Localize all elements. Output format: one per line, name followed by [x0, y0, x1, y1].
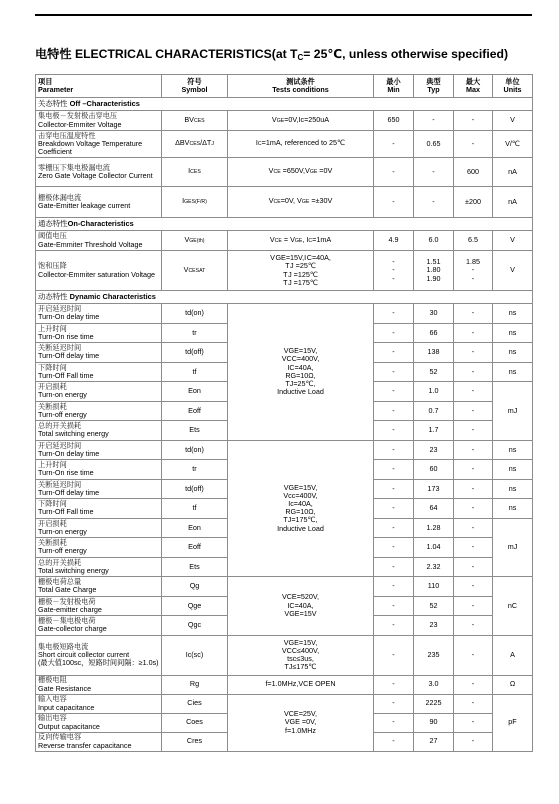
table-row: 开启延迟时间 Turn-On delay time td(on) VGE=15V, Vcc=400V, Ic=40A, RG=10Ω, TJ=175℃, Inductive Load - 23 - ns	[36, 440, 533, 460]
table-row: 反向传输电容 Reverse transfer capacitance Cres - 27 -	[36, 732, 533, 751]
header-typ: 典型 Typ	[414, 75, 454, 98]
gate-conditions: VCE=520V, IC=40A, VGE=15V	[228, 577, 374, 636]
table-row: 开启延迟时间 Turn-On delay time td(on) VGE=15V, VCC=400V, IC=40A, RG=10Ω, TJ=25℃, Inductive Load - 30 - ns	[36, 304, 533, 324]
table-row: 集电极短路电流 Short circuit collector current (最大值100sc，短路时间间隔：≥1.0s) Ic(sc) VGE=15V, VCC≤400V, tsc≤3us, TJ≤175℃ - 235 - A	[36, 635, 533, 675]
table-row: 零栅压下集电极漏电流 Zero Gate Voltage Collector Current ICES VCE =650V,VGE =0V - - 600 nA	[36, 158, 533, 187]
table-row: 击穿电压温度特性 Breakdown Voltage Temperature Coefficient ΔBVCES/ΔTJ IC=1mA, referenced to 25℃ - 0.65 - V/℃	[36, 131, 533, 158]
symbol-cell: VCESAT	[162, 251, 228, 291]
table-row: 输入电容 Input capacitance Cies VCE=25V, VGE =0V, f=1.0MHz - 2225 - pF	[36, 694, 533, 713]
section-on: 通态特性On-Characteristics	[36, 218, 533, 231]
table-row: 总的开关损耗 Total switching energy Ets - 2.32 -	[36, 557, 533, 577]
table-row: 下降时间 Turn-Off Fall time tf - 52 - ns	[36, 362, 533, 382]
table-row: 栅极－发射极电荷 Gate-emitter charge Qge - 52 -	[36, 596, 533, 616]
table-row: 栅极－集电极电荷 Gate-collector charge Qgc - 23 -	[36, 616, 533, 636]
header-min: 最小 Min	[374, 75, 414, 98]
table-row: 关断延迟时间 Turn-Off delay time td(off) - 138 - ns	[36, 343, 533, 363]
section-off: 关态特性 Off –Characteristics	[36, 98, 533, 111]
title-post: = 25℃, unless otherwise specified)	[303, 47, 509, 61]
page-title	[35, 45, 535, 62]
symbol-cell: IGES(F/R)	[162, 187, 228, 218]
table-row: 集电极－发射极击穿电压 Collector-Emmiter Voltage BVCES VGE=0V,Ic=250uA 650 - - V	[36, 111, 533, 131]
dyn175-conditions: VGE=15V, Vcc=400V, Ic=40A, RG=10Ω, TJ=175℃, Inductive Load	[228, 440, 374, 577]
header-row	[36, 75, 533, 98]
section-dynamic: 动态特性 Dynamic Characteristics	[36, 291, 533, 304]
title-zh: 电特性	[35, 47, 72, 61]
symbol-cell: BVCES	[162, 111, 228, 131]
symbol-cell: VGE(th)	[162, 231, 228, 251]
header-conditions: 测试条件 Tests conditions	[228, 75, 374, 98]
top-rule	[35, 14, 532, 16]
table-row: 上升时间 Turn-On rise time tr - 60 - ns	[36, 460, 533, 480]
table-row: 输出电容 Output capacitance Coes - 90 -	[36, 713, 533, 732]
table-row: 阈值电压 Gate-Emmiter Threshold Voltage VGE(th) VCE = VGE, IC=1mA 4.9 6.0 6.5 V	[36, 231, 533, 251]
table-row: 总的开关损耗 Total switching energy Ets - 1.7 -	[36, 421, 533, 441]
table-row: 关断延迟时间 Turn-Off delay time td(off) - 173 - ns	[36, 479, 533, 499]
table-row: 栅极体漏电流 Gate-Emitter leakage current IGES(F/R) VCE=0V, VGE =±30V - - ±200 nA	[36, 187, 533, 218]
title-sub: C	[297, 53, 304, 62]
table-row: 上升时间 Turn-On rise time tr - 66 - ns	[36, 323, 533, 343]
table-row: 栅极电荷总量 Total Gate Charge Qg VCE=520V, IC=40A, VGE=15V - 110 - nC	[36, 577, 533, 597]
table-row: 饱和压降 Collector-Emmiter saturation Voltage VCESAT V GE=15V,I C=40A, T J =25℃ T J =125℃ T J =175℃ - - - 1.51 1.80 1.90 1.85 - - V	[36, 251, 533, 291]
table-row: 关断损耗 Turn-off energy Eoff - 0.7 -	[36, 401, 533, 421]
header-symbol: 符号 Symbol	[162, 75, 228, 98]
symbol-cell: ICES	[162, 158, 228, 187]
table-row: 栅极电阻 Gate Resistance Rg f=1.0MHz,VCE OPEN - 3.0 - Ω	[36, 675, 533, 694]
cap-conditions: VCE=25V, VGE =0V, f=1.0MHz	[228, 694, 374, 751]
symbol-cell: ΔBVCES/ΔTJ	[162, 131, 228, 158]
characteristics-table	[35, 74, 533, 752]
title-en: ELECTRICAL CHARACTERISTICS(at T	[74, 47, 298, 61]
table-row: 下降时间 Turn-Off Fall time tf - 64 - ns	[36, 499, 533, 519]
header-units: 单位 Units	[493, 75, 533, 98]
dyn25-conditions: VGE=15V, VCC=400V, IC=40A, RG=10Ω, TJ=25℃, Inductive Load	[228, 304, 374, 441]
table-row: 开启损耗 Turn-on energy Eon - 1.0 - mJ	[36, 382, 533, 402]
table-row: 关断损耗 Turn-off energy Eoff - 1.04 -	[36, 538, 533, 558]
header-parameter: 项目 Parameter	[36, 75, 162, 98]
header-max: 最大 Max	[454, 75, 493, 98]
table-row: 开启损耗 Turn-on energy Eon - 1.28 - mJ	[36, 518, 533, 538]
